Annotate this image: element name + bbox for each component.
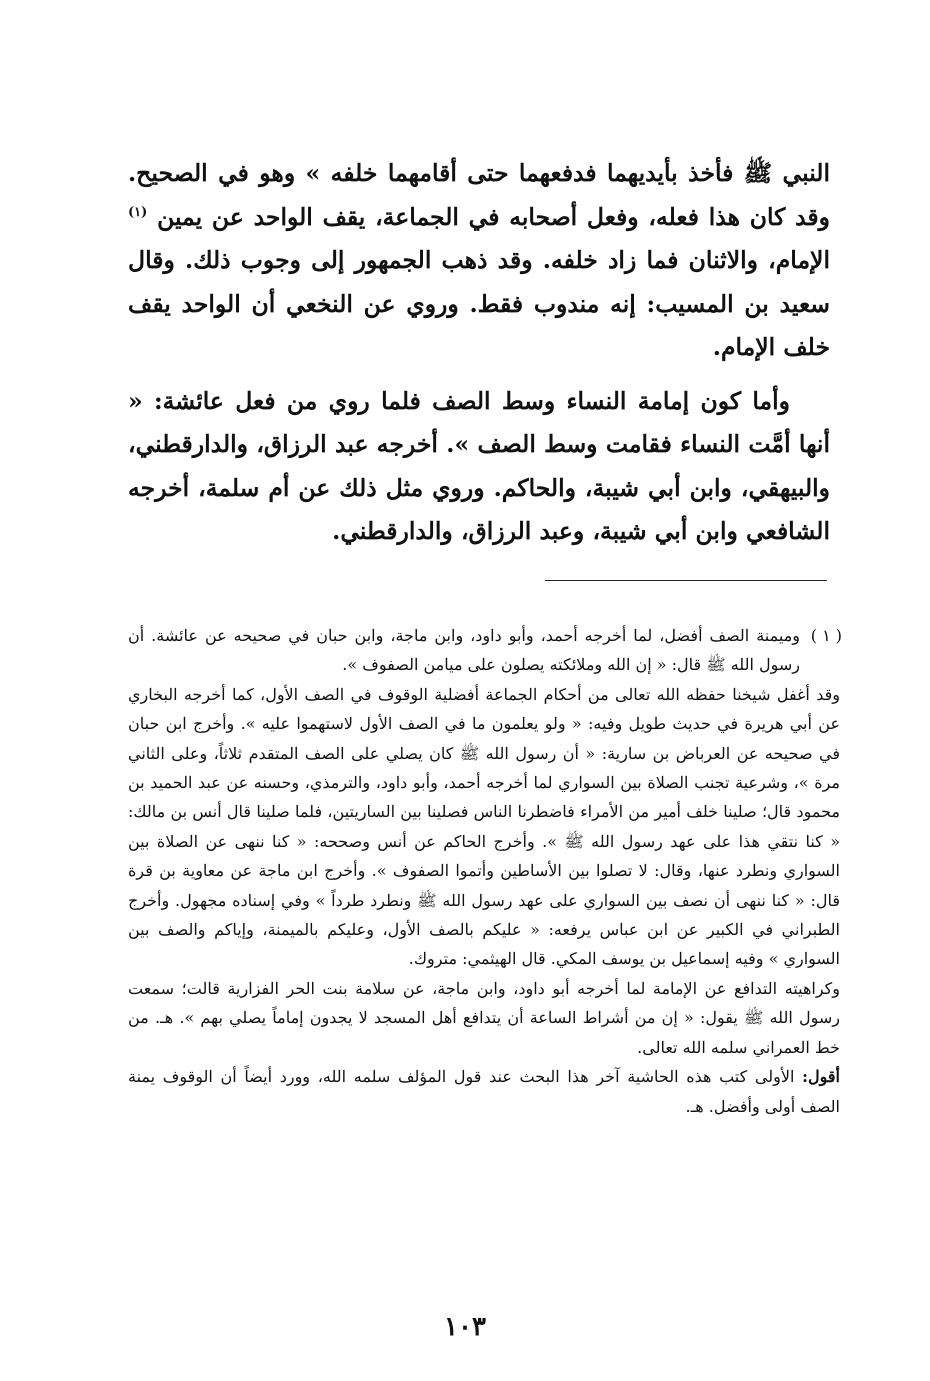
main-paragraph-2: وأما كون إمامة النساء وسط الصف فلما روي من فعل عائشة: « أنها أمَّت النساء فقامت وسط الصف ». أخرجه عبد الرزاق، والدارقطني، والبيهقي، وابن أبي شيبة، والحاكم. وروي مثل ذلك عن أم سلمة، أخرجه الشافعي وابن أبي شيبة، وعبد الرزاق، والدارقطني. bbox=[128, 386, 830, 545]
footnote-paragraph-4 bbox=[128, 1062, 840, 1121]
page-number: ١٠٣ bbox=[444, 1312, 486, 1342]
footnote-reference: (١) bbox=[128, 204, 148, 220]
footnote-paragraph-4-text: الأولى كتب هذه الحاشية آخر هذا البحث عند قول المؤلف سلمه الله، وورد أيضاً أن الوقوف يمنة الصف أولى وأفضل. هـ. bbox=[128, 1067, 840, 1116]
footnote-separator bbox=[545, 580, 827, 581]
main-paragraph-1-part1: النبي ﷺ فأخذ بأيديهما فدفعهما حتى أقامهما خلفه » وهو في الصحيح. وقد كان هذا فعله، وفعل أصحابه في الجماعة، يقف الواحد عن يمين bbox=[128, 159, 830, 231]
footnotes-section bbox=[128, 621, 840, 1121]
main-paragraph-1-part2: الإمام، والاثنان فما زاد خلفه. وقد ذهب الجمهور إلى وجوب ذلك. وقال سعيد بن المسيب: إنه مندوب فقط. وروي عن النخعي أن الواحد يقف خلف الإمام. bbox=[128, 246, 830, 361]
footnote-paragraph-4-label: أقول: bbox=[802, 1067, 840, 1087]
footnote-paragraph-3: وكراهيته التدافع عن الإمامة لما أخرجه أبو داود، وابن ماجة، عن سلامة بنت الحر الفزارية قالت؛ سمعت رسول الله ﷺ يقول: « إن من أشراط الساعة أن يتدافع أهل المسجد لا يجدون إماماً يصلي بهم ». هـ. من خط العمراني سلمه الله تعالى. bbox=[128, 978, 840, 1057]
footnote-paragraph-1: وميمنة الصف أفضل، لما أخرجه أحمد، وأبو داود، وابن ماجة، وابن حبان في صحيحه عن عائشة. أن رسول الله ﷺ قال: « إن الله وملائكته يصلون على ميامن الصفوف ». bbox=[128, 626, 800, 675]
main-paragraph-1 bbox=[128, 152, 830, 370]
main-text-body bbox=[128, 152, 830, 554]
footnote-marker: ( ١ ) bbox=[810, 626, 842, 645]
footnote-paragraph-2: وقد أغفل شيخنا حفظه الله تعالى من أحكام الجماعة أفضلية الوقوف في الصف الأول، كما أخرجه البخاري عن أبي هريرة في حديث طويل وفيه: « ولو يعلمون ما في الصف الأول لاستهموا عليه ». وأخرج ابن حبان في صحيحه عن العرباض بن سارية: « أن رسول الله ﷺ كان يصلي على الصف المتقدم ثلاثاً، وعلى الثاني مرة »، وشرعية تجنب الصلاة بين السواري لما أخرجه أحمد، وأبو داود، والترمذي، وحسنه عن عبد الحميد بن محمود قال؛ صلينا خلف أمير من الأمراء فاضطرنا الناس فصلينا بين الساريتين، فلما صلينا قال أنس بن مالك: « كنا نتقي هذا على عهد رسول الله ﷺ ». وأخرج الحاكم عن أنس وصححه: « كنا ننهى عن الصلاة بين السواري ونطرد عنها، وقال: لا تصلوا بين الأساطين وأتموا الصفوف ». وأخرج ابن ماجة عن معاوية بن قرة قال: « كنا ننهى أن نصف بين السواري على عهد رسول الله ﷺ ونطرد طرداً » وفي إسناده مجهول. وأخرج الطبراني في الكبير عن ابن عباس يرفعه: « عليكم بالصف الأول، وعليكم بالميمنة، وإياكم والصف بين السواري » وفيه إسماعيل بن يوسف المكي. قال الهيثمي: متروك. bbox=[128, 684, 841, 969]
